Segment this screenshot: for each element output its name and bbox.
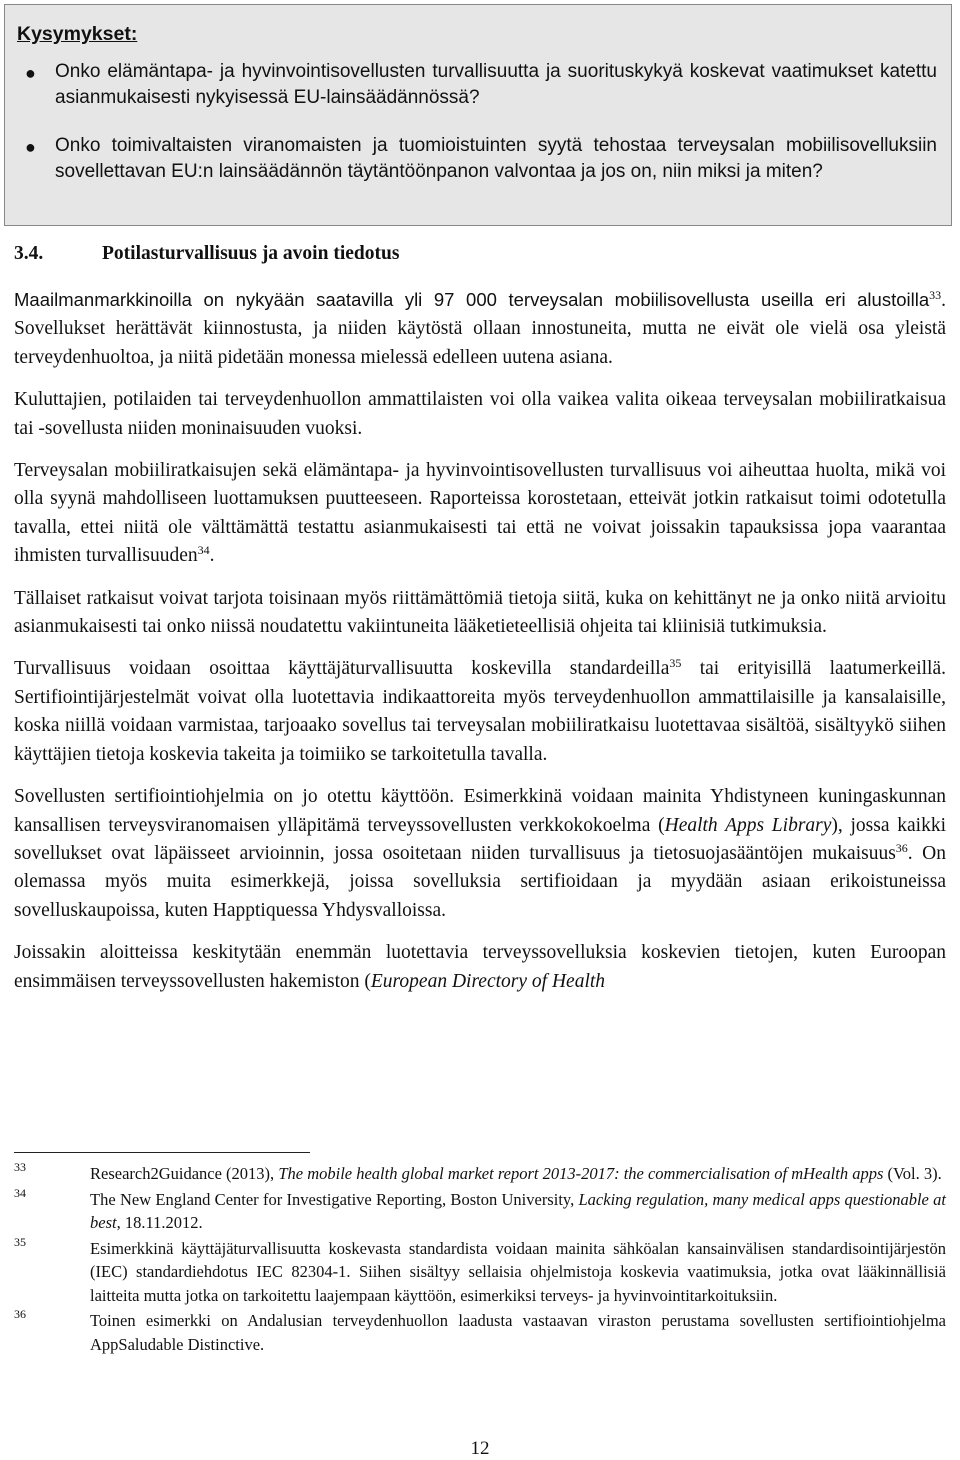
footnote (14, 1162, 946, 1186)
paragraph-3 (14, 457, 946, 571)
footnote-text: , 18.11.2012. (116, 1213, 203, 1232)
footnote-separator (14, 1152, 310, 1153)
paragraph-7 (14, 939, 946, 996)
footnote (14, 1234, 946, 1308)
footnote (14, 1309, 946, 1356)
footnotes (14, 1162, 946, 1358)
paragraph-emphasis: European Directory of Health (370, 970, 606, 992)
questions-title: Kysymykset: (17, 23, 138, 45)
bullet-icon: ● (25, 63, 36, 83)
footnote-title: The mobile health global market report 2013-2017: the commercialisation of mHealth apps (278, 1164, 884, 1183)
paragraph-text: Tällaiset ratkaisut voivat tarjota toisinaan myös riittämättömiä tietoja siitä, kuka on kehittänyt ne ja onko niitä arvioitu asianmukaisesti tai onko niissä noudatettu vakiintuneita lääketieteellisiä ohjeita tai kliinisiä tutkimuksia. (14, 587, 946, 638)
paragraph-text: . (209, 545, 215, 567)
paragraph-text: . On olemassa myös muita esimerkkejä, joissa sovelluksia sertifioidaan ja myydään asiaan erikoistuneissa sovelluskaupoissa, kuten Happtiquessa Yhdysvalloissa. (14, 842, 946, 921)
paragraph-1 (14, 286, 946, 372)
footnote-text: (Vol. 3). (883, 1164, 942, 1183)
question-text: Onko elämäntapa- ja hyvinvointisovellusten turvallisuutta ja suorituskykyä koskevat vaatimukset katettu asianmukaisesti nykyisessä EU-lainsäädännössä? (55, 61, 937, 108)
footnote-text: Research2Guidance (2013), (90, 1164, 279, 1183)
footnote-text: The New England Center for Investigative Reporting, Boston University, (90, 1189, 579, 1209)
footnote-number: 35 (14, 1234, 26, 1249)
footnote-ref: 33 (929, 288, 942, 302)
bullet-icon: ● (25, 137, 36, 157)
footnote-ref: 34 (197, 543, 210, 558)
paragraph-emphasis: Health Apps Library (664, 814, 832, 836)
questions-list (5, 59, 951, 207)
paragraph-2 (14, 386, 946, 443)
paragraph-text: Turvallisuus voidaan osoittaa käyttäjäturvallisuutta koskevilla standardeilla (14, 658, 670, 680)
section-heading (14, 240, 946, 268)
paragraph-text: ), jossa kaikki sovellukset ovat läpäisseet arvioinnin, jossa osoitetaan niiden turvallisuus ja tietosuojasääntöjen mukaisuus (14, 814, 946, 864)
footnote-title: Lacking regulation, many medical apps questionable at best (90, 1189, 946, 1232)
footnote-ref: 36 (895, 840, 908, 855)
footnote-text: Toinen esimerkki on Andalusian terveydenhuollon laadusta vastaavan viraston perustama sovellusten sertifiointiohjelma AppSaludable Distinctive. (90, 1311, 946, 1354)
footnote-number: 36 (14, 1307, 26, 1321)
main-content (14, 240, 946, 1010)
paragraph-text: tai erityisillä laatumerkeillä. Sertifiointijärjestelmät voivat olla luotettavia indikaattoreita myös terveydenhuollon ammattilaisille ja kansalaisille, koska niillä voidaan varmistaa, tarjoaako sovellus tai terveysalan mobiiliratkaisu luotettavaa sisältöä, sisältyykö siihen käyttäjien tietoja koskevia takeita ja toimiiko se tarkoitetulla tavalla. (14, 658, 946, 765)
footnote-number: 34 (14, 1185, 26, 1200)
paragraph-text: Joissakin aloitteissa keskitytään enemmän luotettavia terveyssovelluksia koskevien tietojen, kuten Euroopan ensimmäisen terveyssovellusten hakemiston ( (14, 942, 946, 992)
question-item (5, 133, 951, 185)
paragraph-4 (14, 585, 946, 642)
paragraph-text: . Sovellukset herättävät kiinnostusta, ja niiden käytöstä ollaan innostuneita, mutta ne eivät ole vielä osa yleistä terveydenhuoltoa, ja niitä pidetään monessa mielessä edelleen uutena asiana. (14, 290, 946, 368)
paragraph-text: Kuluttajien, potilaiden tai terveydenhuollon ammattilaisten voi olla vaikea valita oikeaa terveysalan mobiiliratkaisua tai -sovellusta niiden moninaisuuden vuoksi. (14, 389, 946, 439)
paragraph-5 (14, 655, 946, 769)
footnote-ref: 35 (669, 656, 682, 671)
paragraph-text: Terveysalan mobiiliratkaisujen sekä elämäntapa- ja hyvinvointisovellusten turvallisuus voi aiheuttaa huolta, mikä voi olla syynä mahdolliseen luottamuksen puutteeseen. Raporteissa korostetaan, etteivät jotkin ratkaisut toimi odotetulla tavalla, ettei niitä ole välttämättä testattu asianmukaisesti tai että ne voivat joissakin tapauksissa jopa vaarantaa ihmisten turvallisuuden (14, 460, 946, 567)
paragraph-text: Sovellusten sertifiointiohjelmia on jo otettu käyttöön. Esimerkkinä voidaan mainita Yhdistyneen kuningaskunnan kansallisen terveysviranomaisen ylläpitämä terveyssovellusten verkkokokoelma ( (14, 786, 946, 836)
footnote (14, 1185, 946, 1235)
paragraph-text: Maailmanmarkkinoilla on nykyään saatavilla yli 97 000 terveysalan mobiilisovellusta useilla eri alustoilla (14, 289, 930, 310)
section-number: 3.4. (14, 243, 44, 264)
footnote-text: Esimerkkinä käyttäjäturvallisuutta koskevasta standardista voidaan mainita sähköalan kansainvälisen standardisointijärjestön (IEC) standardiehdotus IEC 82304-1. Siihen sisältyy sellaisia ohjelmistoja koskevia vaatimuksia, jotka ovat lääkinnällisiä laitteita mutta jotka on tarkoitettu laajempaan käyttöön, esimerkiksi terveys- ja hyvinvointitarkoituksiin. (90, 1238, 946, 1305)
section-title: Potilasturvallisuus ja avoin tiedotus (102, 243, 400, 264)
paragraph-6 (14, 783, 946, 925)
questions-box (4, 4, 952, 226)
question-item (5, 59, 951, 111)
page-number: 12 (470, 1438, 490, 1459)
question-text: Onko toimivaltaisten viranomaisten ja tuomioistuinten syytä tehostaa terveysalan mobiilisovelluksiin sovellettavan EU:n lainsäädännön täytäntöönpanon valvontaa ja jos on, niin miksi ja miten? (55, 135, 937, 182)
footnote-number: 33 (14, 1160, 26, 1174)
